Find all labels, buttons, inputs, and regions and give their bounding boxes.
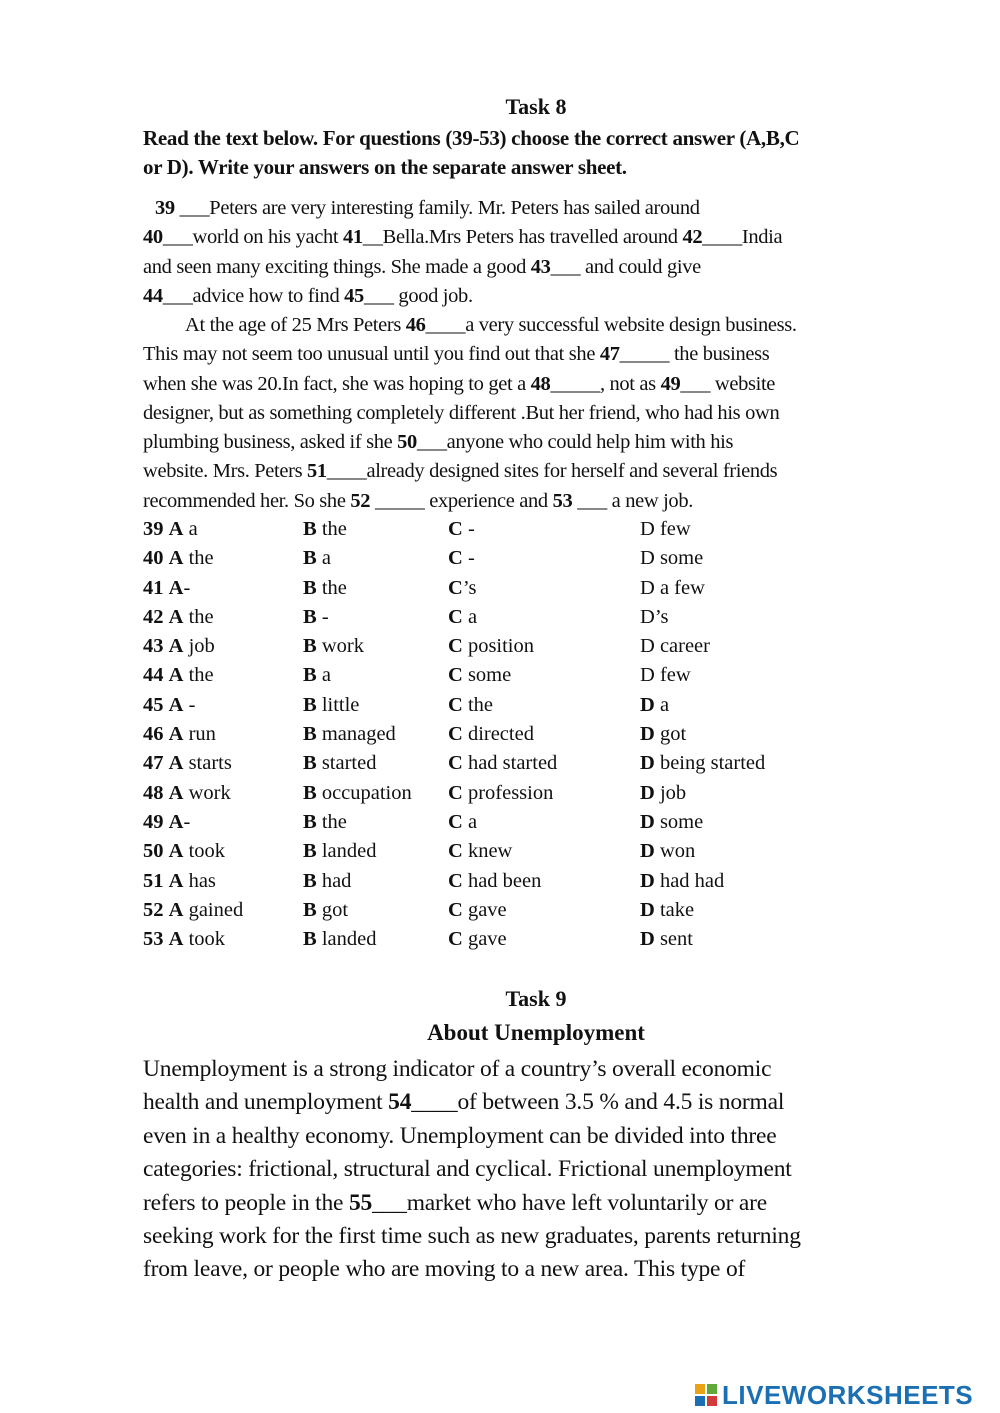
option-d [640, 749, 765, 778]
question-number: 49 [660, 372, 681, 395]
question-number: 49 [143, 810, 164, 833]
text-segment: ____a very successful website design business. [425, 314, 797, 336]
text-segment: categories: frictional, structural and cyclical. Frictional unemployment [143, 1156, 792, 1183]
question-number: 48 [530, 372, 551, 395]
option-d [640, 603, 669, 632]
option-text: landed [316, 928, 377, 951]
option-letter: A [168, 781, 184, 804]
text-segment: ___Peters are very interesting family. Mr. Peters has sailed around [174, 197, 700, 219]
option-c [448, 691, 493, 720]
option-text: - [462, 518, 475, 540]
text-segment: ____India [702, 226, 783, 249]
question-number: 41 [143, 576, 164, 599]
option-letter: A [168, 928, 184, 951]
question-number: 42 [682, 226, 703, 249]
option-letter: B [303, 693, 317, 716]
option-letter: B [303, 635, 317, 658]
option-text: started [316, 752, 377, 775]
text-segment: At the age of 25 Mrs Peters [185, 314, 406, 336]
option-letter: A [168, 723, 184, 746]
option-text: got [654, 723, 687, 746]
text-segment: ____already designed sites for herself and several friends [326, 460, 778, 483]
option-text: - [183, 693, 196, 716]
option-b [303, 837, 376, 866]
option-text: the [183, 664, 214, 687]
option-text: the [316, 810, 347, 833]
option-text: the [316, 576, 347, 599]
option-letter: C [448, 869, 463, 892]
option-text: the [316, 518, 347, 540]
option-text: work [316, 635, 364, 658]
question-number: 46 [405, 314, 426, 336]
option-d [640, 544, 703, 573]
option-letter: C [448, 635, 463, 658]
option-letter: B [303, 518, 317, 540]
option-text: career [654, 635, 710, 658]
option-text: - [183, 576, 191, 599]
task8-paragraph-2 [143, 311, 933, 516]
option-letter: D [640, 664, 655, 687]
text-segment: ___ a new job. [572, 489, 693, 512]
option-text: ’s [462, 576, 477, 599]
text-line [143, 1187, 933, 1220]
option-a [143, 720, 216, 749]
option-text: - [316, 605, 329, 628]
question-number: 55 [348, 1189, 373, 1216]
option-text: had [316, 869, 352, 892]
text-segment: plumbing business, asked if she [143, 431, 398, 454]
option-letter: A [168, 664, 184, 687]
option-row-53 [143, 925, 943, 954]
text-line [143, 1220, 933, 1253]
question-number: 44 [143, 664, 164, 687]
option-text: ’s [654, 605, 669, 628]
option-letter: C [448, 840, 463, 863]
option-letter: C [448, 605, 463, 628]
option-letter: A [168, 869, 184, 892]
text-segment: ___ and could give [550, 255, 701, 278]
option-text: knew [462, 840, 513, 863]
option-text: occupation [316, 781, 412, 804]
text-segment: _____ the business [619, 343, 770, 366]
option-text: the [183, 547, 214, 570]
option-text: a [462, 605, 478, 628]
option-a [143, 661, 214, 690]
task9-subtitle: About Unemployment [427, 1020, 645, 1045]
text-segment: ___market who have left voluntarily or are [372, 1189, 767, 1216]
option-text: landed [316, 840, 377, 863]
option-c [448, 779, 553, 808]
text-segment: ___ website [680, 372, 776, 395]
question-number: 46 [143, 723, 164, 746]
question-number: 47 [143, 752, 164, 775]
option-text: a [183, 518, 198, 540]
option-text: the [462, 693, 493, 716]
option-letter: B [303, 547, 317, 570]
text-segment: __Bella.Mrs Peters has travelled around [362, 226, 683, 249]
text-line [143, 340, 933, 369]
option-letter: D [640, 605, 655, 628]
option-letter: D [640, 898, 655, 921]
option-letter: C [448, 664, 463, 687]
option-text: some [654, 810, 704, 833]
option-letter: D [640, 840, 655, 863]
option-letter: B [303, 840, 317, 863]
option-letter: D [640, 576, 655, 599]
option-c [448, 837, 512, 866]
option-c [448, 544, 475, 573]
option-letter: D [640, 518, 655, 540]
question-number: 43 [143, 635, 164, 658]
option-b [303, 925, 376, 954]
text-line [143, 1253, 933, 1286]
question-number: 51 [143, 869, 164, 892]
question-number: 50 [397, 431, 417, 454]
option-c [448, 925, 507, 954]
option-text: took [183, 840, 226, 863]
option-text: has [183, 869, 216, 892]
option-b [303, 808, 347, 837]
text-segment: This may not seem too unusual until you find out that she [143, 343, 600, 366]
text-segment: designer, but as something completely different .But her friend, who had his own [143, 401, 780, 424]
option-b [303, 661, 331, 690]
question-number: 48 [143, 781, 164, 804]
option-letter: C [448, 781, 463, 804]
option-text: a few [654, 576, 705, 599]
option-letter: B [303, 723, 317, 746]
option-d [640, 661, 691, 690]
option-letter: A [168, 752, 184, 775]
option-a [143, 544, 214, 573]
option-letter: B [303, 810, 317, 833]
option-c [448, 661, 511, 690]
option-d [640, 808, 703, 837]
option-row-45 [143, 691, 943, 720]
option-letter: A [168, 840, 184, 863]
task8-instructions [143, 124, 923, 182]
option-letter: C [448, 547, 463, 570]
question-number: 40 [143, 226, 163, 249]
option-letter: B [303, 928, 317, 951]
option-letter: B [303, 664, 317, 687]
text-line [143, 370, 933, 399]
text-line [143, 1153, 933, 1186]
option-a [143, 837, 225, 866]
task9-paragraph [143, 1053, 933, 1287]
text-line [143, 399, 933, 428]
option-d [640, 632, 710, 661]
text-segment: _____, not as [550, 372, 661, 395]
option-text: job [183, 635, 215, 658]
option-text: a [316, 664, 331, 687]
option-b [303, 632, 364, 661]
option-text: some [654, 547, 704, 570]
option-letter: B [303, 576, 317, 599]
text-segment: ____of between 3.5 % and 4.5 is normal [411, 1089, 785, 1116]
option-text: managed [316, 723, 396, 746]
option-c [448, 574, 477, 603]
text-segment: even in a healthy economy. Unemployment can be divided into three [143, 1122, 777, 1149]
option-text: had started [462, 752, 558, 775]
text-line [143, 311, 933, 340]
option-letter: A [168, 635, 184, 658]
question-number: 50 [143, 840, 164, 863]
option-text: starts [183, 752, 232, 775]
option-text: won [654, 840, 696, 863]
option-letter: B [303, 781, 317, 804]
option-a [143, 691, 195, 720]
option-text: got [316, 898, 349, 921]
option-letter: C [448, 723, 463, 746]
question-number: 53 [552, 489, 573, 512]
option-a [143, 808, 190, 837]
option-b [303, 515, 347, 544]
question-number: 47 [599, 343, 620, 366]
option-letter: C [448, 928, 463, 951]
text-segment: and seen many exciting things. She made a good [143, 255, 531, 278]
question-number: 39 [155, 197, 175, 219]
option-text: the [183, 605, 214, 628]
question-number: 43 [530, 255, 551, 278]
text-segment: Unemployment is a strong indicator of a country’s overall economic [143, 1056, 772, 1082]
option-a [143, 925, 225, 954]
option-letter: D [640, 723, 655, 746]
text-line [143, 428, 933, 457]
option-letter: C [448, 576, 463, 599]
text-segment: ___world on his yacht [162, 226, 344, 249]
option-b [303, 603, 329, 632]
option-letter: A [168, 547, 184, 570]
text-line [143, 1053, 933, 1086]
option-b [303, 896, 348, 925]
question-number: 40 [143, 547, 164, 570]
brand-name: LIVEWORKSHEETS [722, 1379, 974, 1410]
option-letter: A [168, 810, 184, 833]
option-text: little [316, 693, 360, 716]
option-row-46 [143, 720, 943, 749]
option-letter: D [640, 547, 655, 570]
option-row-51 [143, 867, 943, 896]
option-letter: B [303, 869, 317, 892]
option-letter: A [168, 576, 184, 599]
option-text: gave [462, 928, 507, 951]
option-row-40 [143, 544, 943, 573]
text-segment: ___anyone who could help him with his [416, 431, 734, 454]
option-text: few [654, 664, 691, 687]
option-b [303, 720, 396, 749]
option-text: being started [654, 752, 766, 775]
option-c [448, 515, 475, 544]
option-letter: B [303, 752, 317, 775]
option-text: had had [654, 869, 725, 892]
text-line [143, 253, 933, 282]
option-d [640, 896, 694, 925]
option-text: run [183, 723, 216, 746]
option-b [303, 749, 376, 778]
question-number: 52 [350, 489, 371, 512]
option-b [303, 691, 359, 720]
option-text: sent [654, 928, 693, 951]
option-row-50 [143, 837, 943, 866]
option-a [143, 632, 215, 661]
question-number: 44 [143, 284, 163, 307]
option-letter: D [640, 928, 655, 951]
option-text: job [654, 781, 687, 804]
option-text: some [462, 664, 512, 687]
question-number: 52 [143, 898, 164, 921]
text-segment: when she was 20.In fact, she was hoping to get a [143, 372, 531, 395]
option-text: a [654, 693, 670, 716]
answer-options [143, 515, 943, 954]
option-d [640, 837, 695, 866]
option-d [640, 867, 724, 896]
task9-title: Task 9 [505, 986, 567, 1011]
option-letter: A [168, 518, 184, 540]
option-b [303, 574, 347, 603]
text-line [143, 1086, 933, 1119]
option-text: gained [183, 898, 244, 921]
option-text: - [462, 547, 475, 570]
option-d [640, 779, 686, 808]
text-line [143, 282, 933, 311]
text-line [143, 1120, 933, 1153]
question-number: 45 [344, 284, 364, 307]
task8-title: Task 8 [505, 94, 567, 119]
text-line [143, 194, 933, 223]
option-letter: D [640, 635, 655, 658]
option-text: take [654, 898, 695, 921]
question-number: 42 [143, 605, 164, 628]
text-segment: seeking work for the first time such as new graduates, parents returning [143, 1223, 801, 1250]
option-a [143, 603, 214, 632]
option-a [143, 867, 216, 896]
text-segment: recommended her. So she [143, 489, 351, 512]
option-c [448, 896, 507, 925]
option-letter: D [640, 693, 655, 716]
question-number: 53 [143, 928, 164, 951]
option-letter: D [640, 869, 655, 892]
option-text: position [462, 635, 535, 658]
option-letter: D [640, 781, 655, 804]
option-row-42 [143, 603, 943, 632]
option-a [143, 779, 231, 808]
text-segment: from leave, or people who are moving to a new area. This type of [143, 1256, 746, 1283]
option-text: profession [462, 781, 554, 804]
option-text: had been [462, 869, 542, 892]
option-row-49 [143, 808, 943, 837]
option-d [640, 720, 686, 749]
option-text: few [654, 518, 691, 540]
option-text: - [183, 810, 191, 833]
option-letter: C [448, 693, 463, 716]
option-c [448, 632, 534, 661]
option-row-39 [143, 515, 943, 544]
option-letter: D [640, 752, 655, 775]
instructions-line: Read the text below. For questions (39-53) choose the correct answer (A,B,C [143, 126, 800, 150]
question-number: 39 [143, 518, 164, 540]
question-number: 45 [143, 693, 164, 716]
option-d [640, 515, 691, 544]
option-letter: B [303, 605, 317, 628]
option-letter: C [448, 810, 463, 833]
option-a [143, 749, 232, 778]
option-a [143, 896, 243, 925]
text-segment: website. Mrs. Peters [143, 460, 308, 483]
text-segment: ___ good job. [363, 284, 473, 307]
option-text: a [462, 810, 478, 833]
text-segment: ___advice how to find [162, 284, 345, 307]
option-a [143, 515, 198, 544]
option-a [143, 574, 190, 603]
task8-paragraph-1 [143, 194, 933, 311]
option-letter: A [168, 898, 184, 921]
option-letter: C [448, 898, 463, 921]
option-d [640, 574, 705, 603]
brand-logo[interactable] [694, 1378, 973, 1412]
option-text: gave [462, 898, 507, 921]
option-text: work [183, 781, 231, 804]
option-letter: A [168, 605, 184, 628]
option-letter: C [448, 752, 463, 775]
option-c [448, 808, 477, 837]
option-row-52 [143, 896, 943, 925]
option-d [640, 691, 669, 720]
option-letter: C [448, 518, 463, 540]
text-segment: health and unemployment [143, 1089, 389, 1116]
text-line [143, 223, 933, 252]
instructions-line: or D). Write your answers on the separate answer sheet. [143, 155, 627, 179]
option-row-43 [143, 632, 943, 661]
option-c [448, 720, 534, 749]
option-row-44 [143, 661, 943, 690]
option-text: directed [462, 723, 534, 746]
liveworksheets-logo-icon [694, 1383, 718, 1407]
question-number: 41 [343, 226, 363, 249]
option-row-48 [143, 779, 943, 808]
option-letter: A [168, 693, 184, 716]
option-b [303, 779, 412, 808]
text-line [143, 457, 933, 486]
option-c [448, 867, 541, 896]
text-segment: _____ experience and [370, 489, 553, 512]
text-line [143, 487, 933, 516]
option-letter: D [640, 810, 655, 833]
option-b [303, 867, 351, 896]
option-row-41 [143, 574, 943, 603]
text-segment: refers to people in the [143, 1189, 349, 1216]
option-c [448, 603, 477, 632]
option-b [303, 544, 331, 573]
option-d [640, 925, 693, 954]
question-number: 54 [388, 1089, 412, 1116]
option-text: a [316, 547, 331, 570]
question-number: 51 [307, 460, 327, 483]
option-c [448, 749, 557, 778]
option-row-47 [143, 749, 943, 778]
option-letter: B [303, 898, 317, 921]
option-text: took [183, 928, 226, 951]
